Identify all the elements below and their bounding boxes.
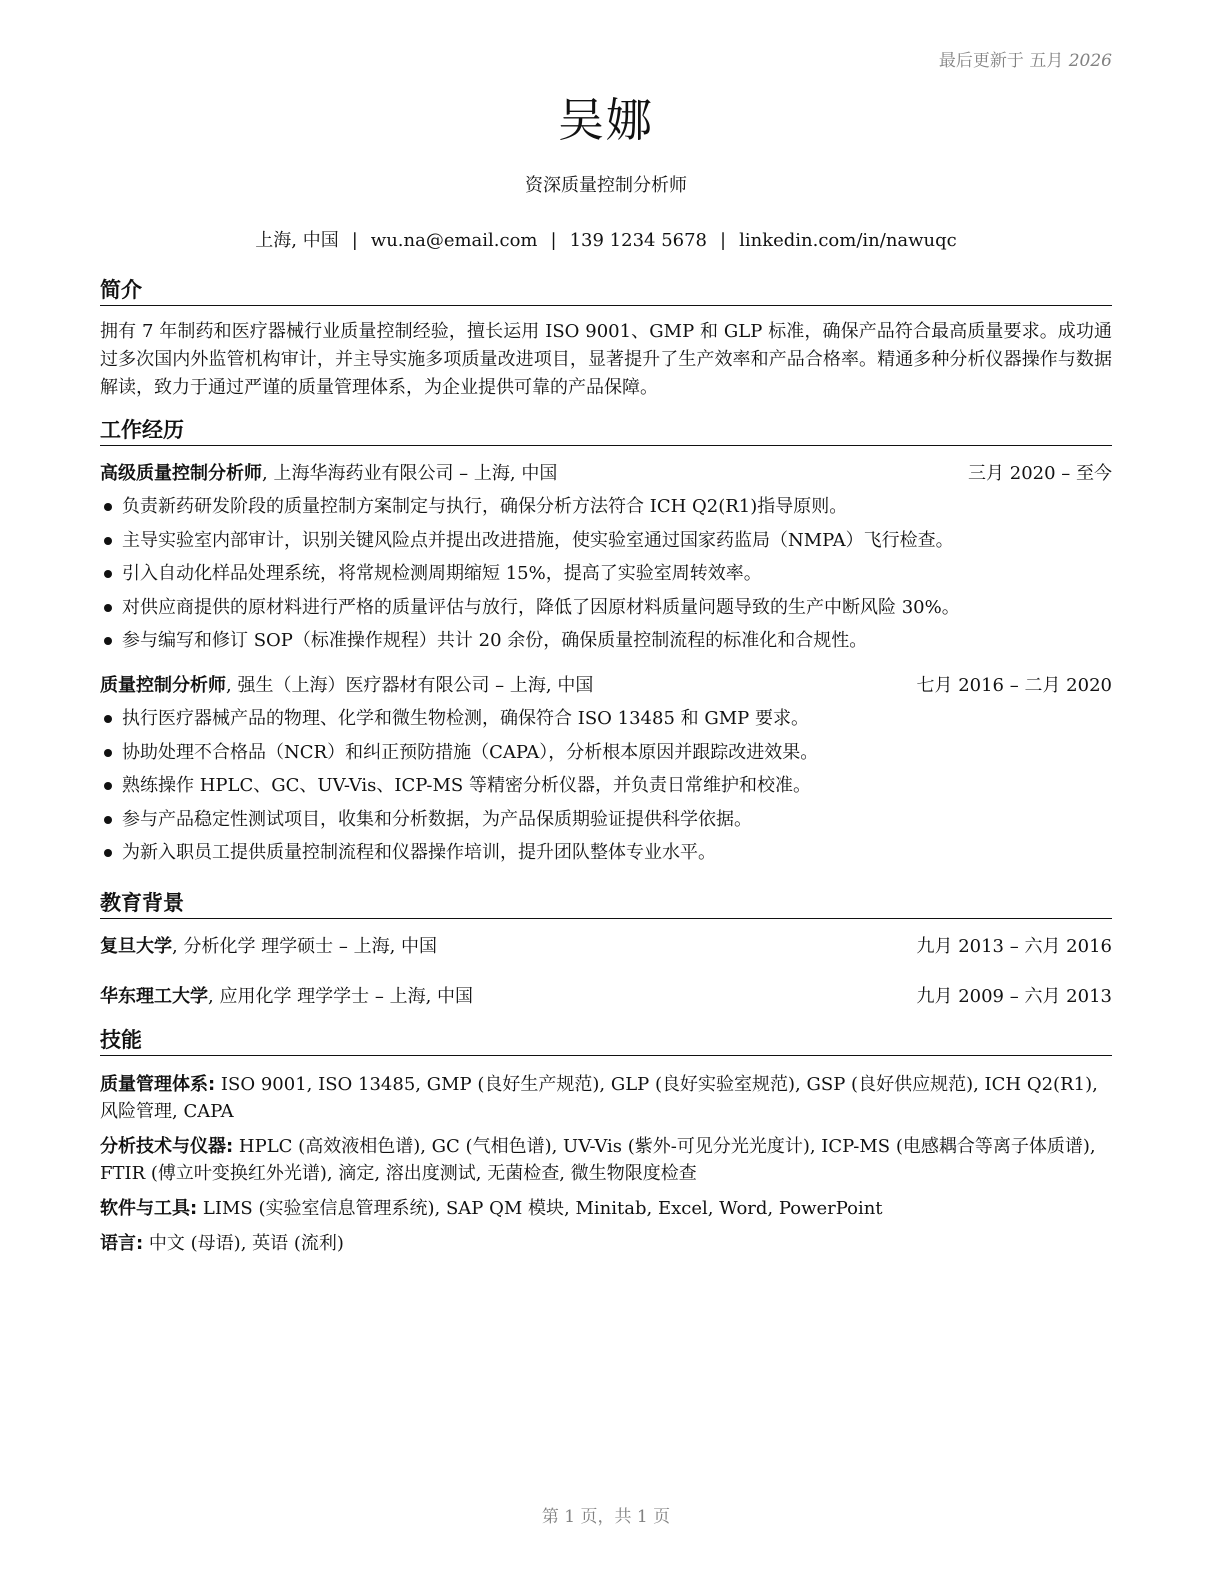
skills-list [100,1071,1112,1257]
job-bullet: 引入自动化样品处理系统，将常规检测周期缩短 15%，提高了实验室周转效率。 [100,557,1112,591]
contact-separator: | [550,230,557,251]
job-bullets [100,702,1112,870]
education-detail: , 应用化学 理学学士 – 上海, 中国 [208,986,474,1007]
education-school: 复旦大学 [100,936,172,957]
education-line [100,933,437,961]
job-role-line [100,460,557,488]
job-header [100,672,1112,700]
summary-section [100,276,1112,402]
job-bullet: 为新入职员工提供质量控制流程和仪器操作培训，提升团队整体专业水平。 [100,836,1112,870]
job-dates: 七月 2016 – 二月 2020 [916,674,1112,696]
experience-section [100,416,1112,870]
contact-separator: | [351,230,358,251]
skill-item [100,1195,1112,1222]
job-bullet: 负责新药研发阶段的质量控制方案制定与执行，确保分析方法符合 ICH Q2(R1)指导原则。 [100,490,1112,524]
job-bullets [100,490,1112,658]
job-bullet: 主导实验室内部审计，识别关键风险点并提出改进措施，使实验室通过国家药监局（NMPA）飞行检查。 [100,524,1112,558]
education-entry [100,983,1112,1011]
job-entry [100,460,1112,658]
skill-item [100,1071,1112,1125]
education-dates: 九月 2013 – 六月 2016 [916,936,1112,957]
job-bullet: 协助处理不合格品（NCR）和纠正预防措施（CAPA），分析根本原因并跟踪改进效果。 [100,736,1112,770]
contact-phone: 139 1234 5678 [569,230,708,251]
education-line [100,983,473,1011]
skill-label: 质量管理体系: [100,1074,216,1095]
job-role: 质量控制分析师 [100,674,226,696]
education-heading: 教育背景 [100,889,1112,919]
skill-item [100,1133,1112,1187]
skills-heading: 技能 [100,1026,1112,1056]
education-entry [100,933,1112,961]
job-organization: , 上海华海药业有限公司 – 上海, 中国 [262,463,558,484]
page-footer: 第 1 页，共 1 页 [541,1507,671,1527]
last-updated [939,46,1112,71]
contact-email[interactable]: wu.na@email.com [370,230,538,251]
contact-linkedin[interactable]: linkedin.com/in/nawuqc [739,230,957,251]
summary-heading: 简介 [100,276,1112,306]
job-bullet: 执行医疗器械产品的物理、化学和微生物检测，确保符合 ISO 13485 和 GMP 要求。 [100,702,1112,736]
experience-heading: 工作经历 [100,416,1112,446]
education-dates: 九月 2009 – 六月 2013 [916,986,1112,1007]
skill-value: LIMS (实验室信息管理系统), SAP QM 模块, Minitab, Excel, Word, PowerPoint [197,1198,883,1219]
contact-line [100,226,1112,252]
skills-section [100,1026,1112,1265]
job-bullet: 参与产品稳定性测试项目，收集和分析数据，为产品保质期验证提供科学依据。 [100,803,1112,837]
skill-label: 语言: [100,1233,144,1254]
job-organization: , 强生（上海）医疗器材有限公司 – 上海, 中国 [226,674,594,696]
skill-value: 中文 (母语), 英语 (流利) [143,1233,344,1254]
skill-value: ISO 9001, ISO 13485, GMP (良好生产规范), GLP (良好实验室规范), GSP (良好供应规范), ICH Q2(R1), 风险管理, CAPA [100,1074,1098,1122]
skill-item [100,1230,1112,1257]
job-role: 高级质量控制分析师 [100,463,262,484]
last-updated-year: 2026 [1068,51,1112,71]
resume-page [100,0,1112,1584]
last-updated-month: 最后更新于 五月 [938,51,1064,71]
contact-location: 上海, 中国 [255,230,339,251]
skill-label: 分析技术与仪器: [100,1136,234,1157]
contact-separator: | [720,230,727,251]
job-header [100,460,1112,488]
job-bullet: 熟练操作 HPLC、GC、UV-Vis、ICP-MS 等精密分析仪器，并负责日常维护和校准。 [100,769,1112,803]
candidate-name: 吴娜 [558,93,654,147]
skill-value: HPLC (高效液相色谱), GC (气相色谱), UV-Vis (紫外-可见分光光度计), ICP-MS (电感耦合等离子体质谱), FTIR (傅立叶变换红外光谱), 滴定, 溶出度测试, 无菌检查, 微生物限度检查 [100,1136,1096,1184]
candidate-title: 资深质量控制分析师 [525,175,687,196]
skill-label: 软件与工具: [100,1198,198,1219]
summary-text: 拥有 7 年制药和医疗器械行业质量控制经验，擅长运用 ISO 9001、GMP 和 GLP 标准，确保产品符合最高质量要求。成功通过多次国内外监管机构审计，并主导实施多项质量改进项目，显著提升了生产效率和产品合格率。精通多种分析仪器操作与数据解读，致力于通过严谨的质量管理体系，为企业提供可靠的产品保障。 [100,321,1112,398]
job-dates: 三月 2020 – 至今 [968,463,1112,484]
job-bullet: 对供应商提供的原材料进行严格的质量评估与放行，降低了因原材料质量问题导致的生产中断风险 30%。 [100,591,1112,625]
education-detail: , 分析化学 理学硕士 – 上海, 中国 [172,936,438,957]
education-school: 华东理工大学 [100,986,208,1007]
job-role-line [100,672,593,700]
job-bullet: 参与编写和修订 SOP（标准操作规程）共计 20 余份，确保质量控制流程的标准化和合规性。 [100,624,1112,658]
job-entry [100,672,1112,870]
education-section [100,889,1112,1011]
